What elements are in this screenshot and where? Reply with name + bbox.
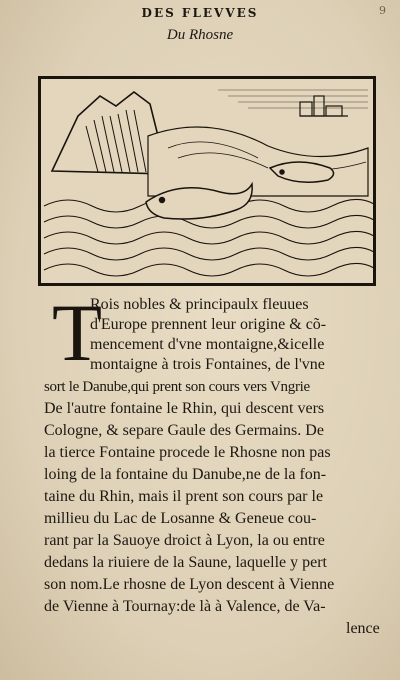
text-line: d'Europe prennent leur origine & cõ- xyxy=(90,316,327,333)
text-line: sort le Danube,qui prent son cours vers Vngrie xyxy=(44,379,310,395)
text-line: loing de la fontaine du Danube,ne de la fon- xyxy=(44,466,327,483)
running-title: DES FLEVVES xyxy=(141,6,259,20)
dropcap-letter: T xyxy=(52,287,103,378)
text-line: son nom.Le rhosne de Lyon descent à Vienne xyxy=(44,576,335,593)
text-line: de Vienne à Tournay:de là à Valence, de Va- xyxy=(44,598,326,615)
text-line: De l'autre fontaine le Rhin, qui descent vers xyxy=(44,400,325,417)
page-subtitle: Du Rhosne xyxy=(166,27,234,43)
text-line: montaigne à trois Fontaines, de l'vne xyxy=(90,356,325,373)
text-line: la tierce Fontaine procede le Rhosne non pas xyxy=(44,444,331,461)
text-line: lence xyxy=(346,620,380,637)
text-line: taine du Rhin, mais il prent son cours par le xyxy=(44,488,324,505)
folio-mark: 9 xyxy=(379,4,386,17)
text-line: Cologne, & separe Gaule des Germains. De xyxy=(44,422,324,439)
river-woodcut-illustration xyxy=(38,76,376,286)
text-line: dedans la riuiere de la Saune, laquelle y pert xyxy=(44,554,327,571)
text-line: Rois nobles & principaulx fleuues xyxy=(90,296,309,313)
text-line: millieu du Lac de Losanne & Geneue cou- xyxy=(44,510,317,527)
text-line: rant par la Sauoye droict à Lyon, la ou entre xyxy=(44,532,325,549)
text-line: mencement d'vne montaigne,&icelle xyxy=(90,336,325,353)
